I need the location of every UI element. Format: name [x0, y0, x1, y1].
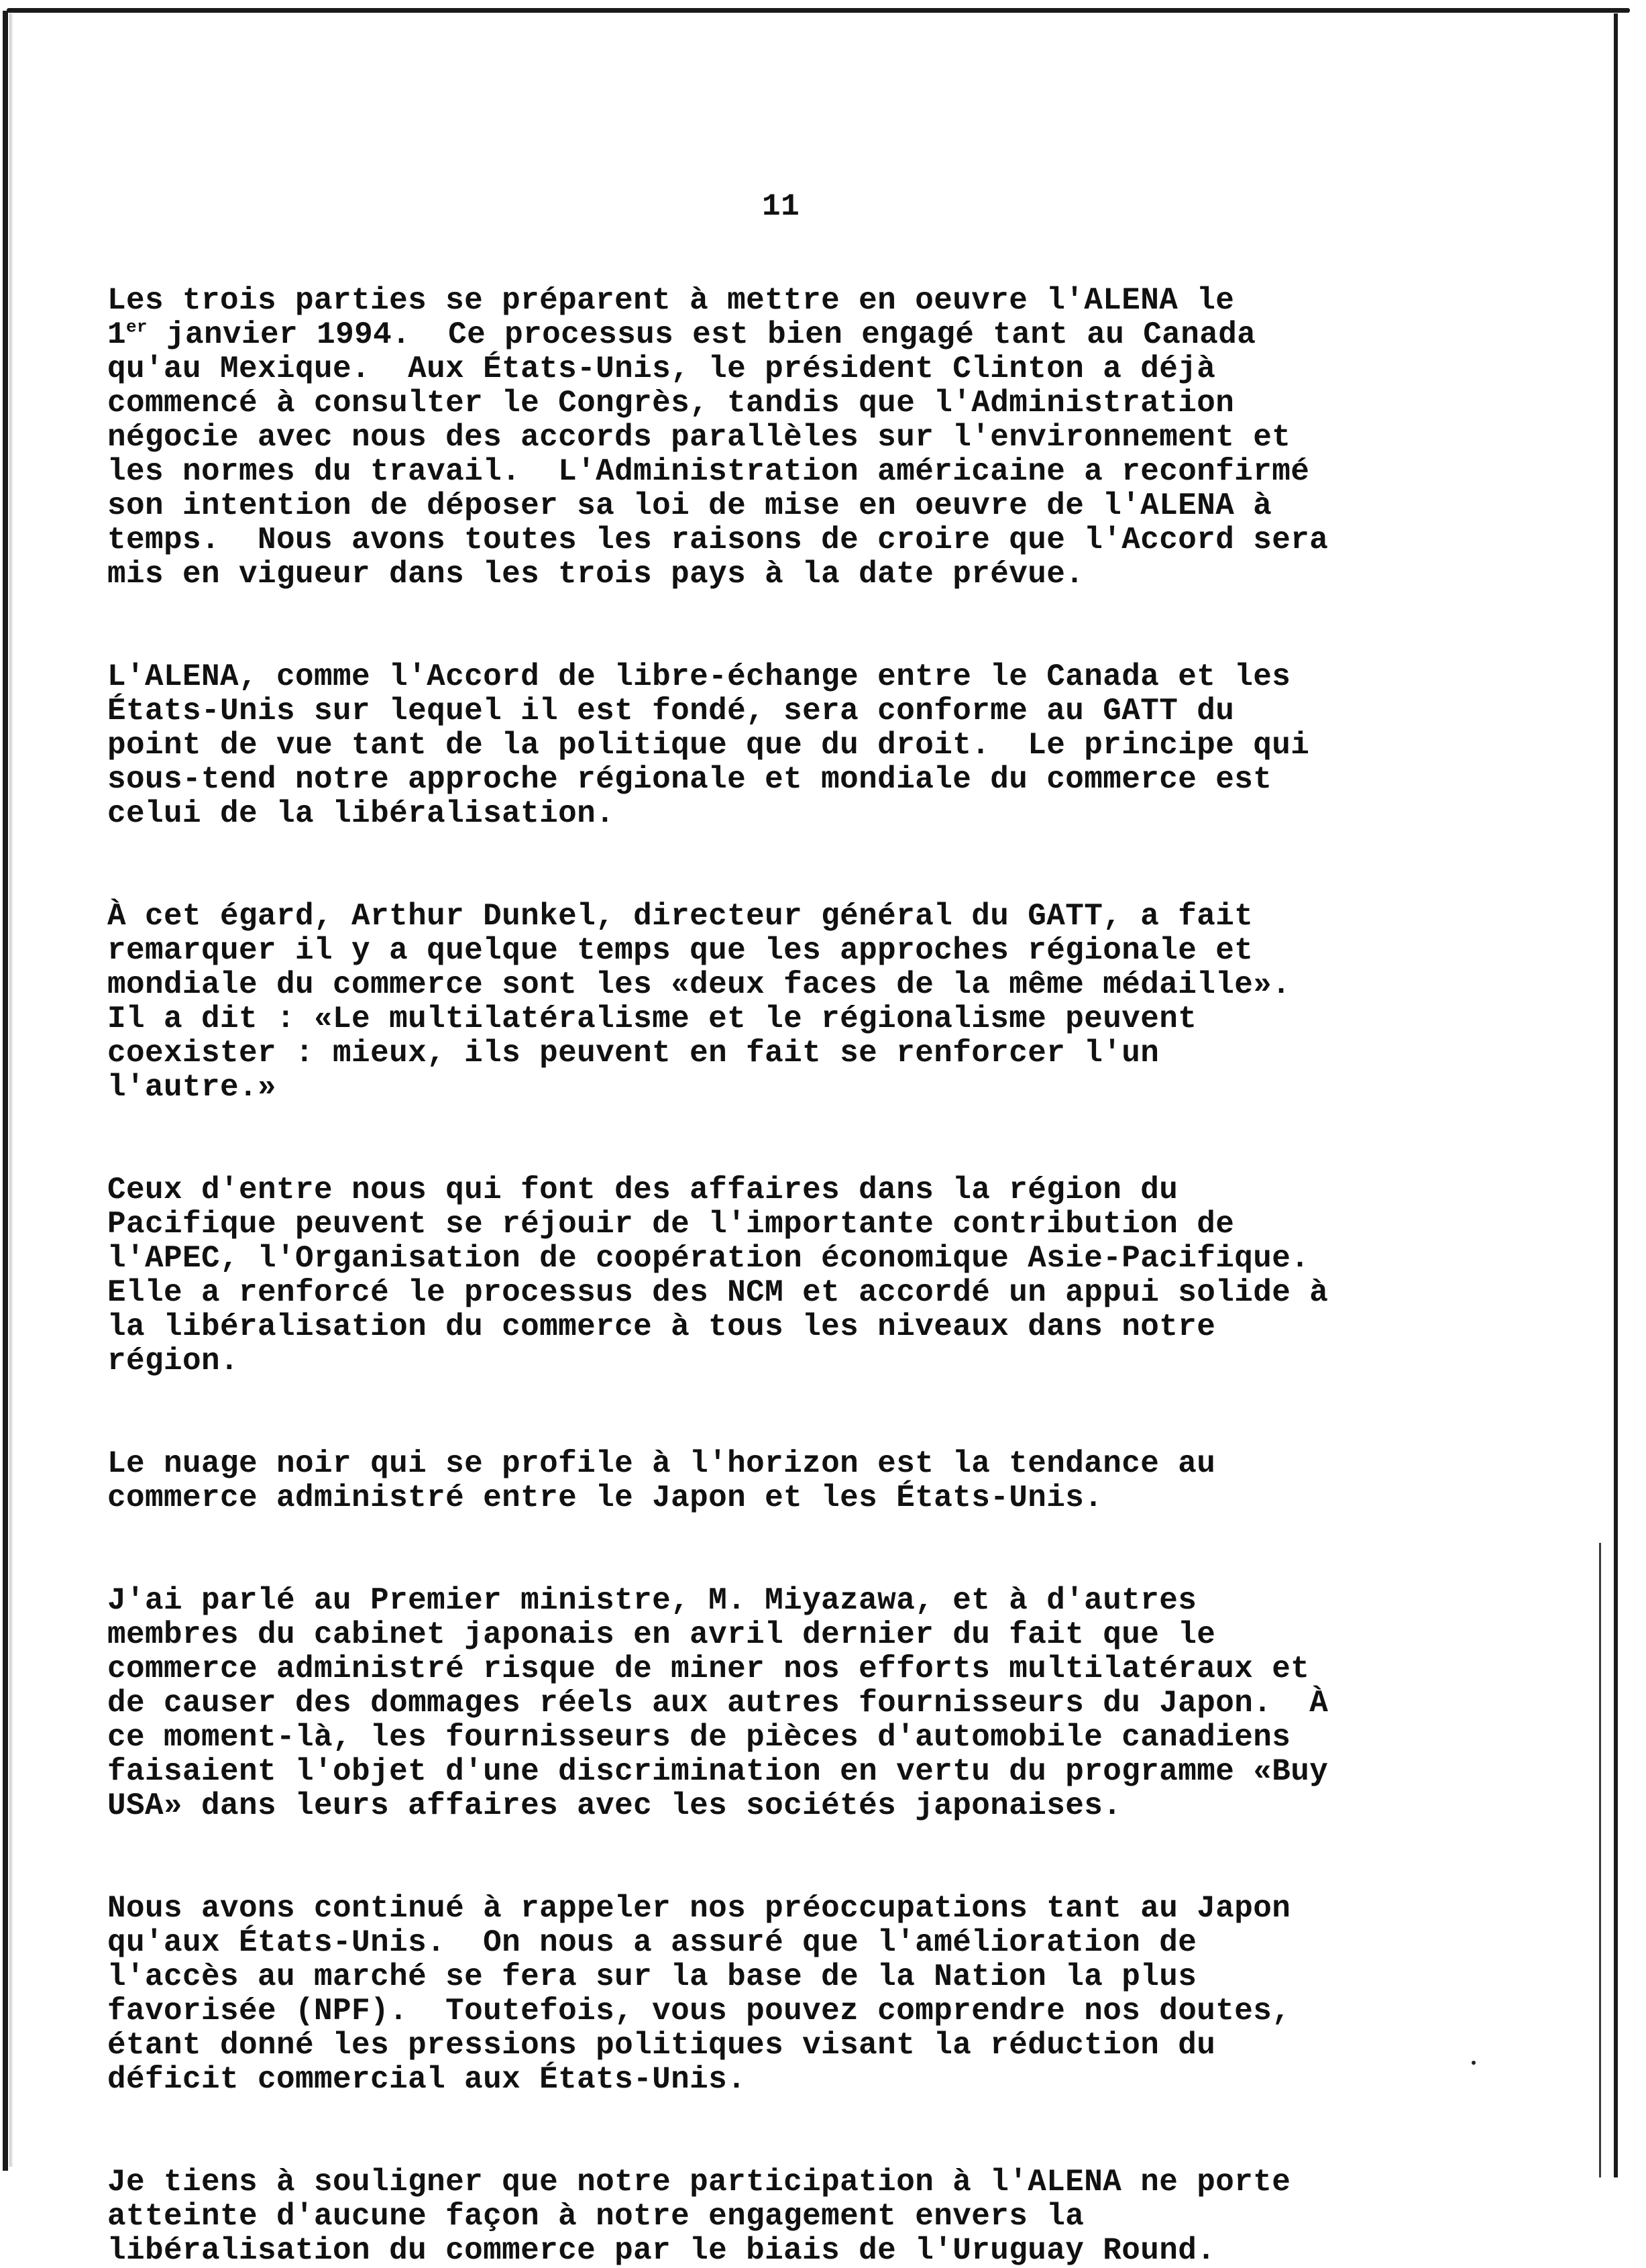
text-line: l'accès au marché se fera sur la base de la Nation la plus [107, 1959, 1197, 1994]
text-line: les normes du travail. L'Administration américaine a reconfirmé [107, 454, 1310, 489]
paragraph-miyazawa [107, 1550, 1583, 1823]
text-line: temps. Nous avons toutes les raisons de croire que l'Accord sera [107, 523, 1329, 557]
text-line: Le nuage noir qui se profile à l'horizon est la tendance au [107, 1446, 1216, 1481]
text-line: la libéralisation du commerce à tous les niveaux dans notre [107, 1309, 1216, 1344]
text-line: l'autre.» [107, 1070, 277, 1105]
text-line: États-Unis sur lequel il est fondé, sera conforme au GATT du [107, 694, 1235, 728]
text-line: son intention de déposer sa loi de mise en oeuvre de l'ALENA à [107, 488, 1272, 523]
text-line: sous-tend notre approche régionale et mondiale du commerce est [107, 762, 1272, 797]
paragraph-managed-trade [107, 1413, 1583, 1515]
text-line: J'ai parlé au Premier ministre, M. Miyazawa, et à d'autres [107, 1583, 1197, 1618]
text-line: commencé à consulter le Congrès, tandis que l'Administration [107, 386, 1235, 421]
text-line: déficit commercial aux États-Unis. [107, 2062, 747, 2097]
text-line: 1er janvier 1994. Ce processus est bien engagé tant au Canada [107, 317, 1256, 352]
text-line: libéralisation du commerce par le biais de l'Uruguay Round. [107, 2233, 1216, 2268]
text-line: commerce administré entre le Japon et les États-Unis. [107, 1480, 1103, 1515]
page-number: 11 [762, 189, 800, 224]
text-line: À cet égard, Arthur Dunkel, directeur général du GATT, a fait [107, 899, 1254, 934]
text-line: Pacifique peuvent se réjouir de l'importante contribution de [107, 1207, 1235, 1242]
text-line: commerce administré risque de miner nos efforts multilatéraux et [107, 1652, 1310, 1686]
text-line: Nous avons continué à rappeler nos préoccupations tant au Japon [107, 1891, 1291, 1926]
text-line: celui de la libéralisation. [107, 796, 615, 831]
text-line: ce moment-là, les fournisseurs de pièces d'automobile canadiens [107, 1720, 1291, 1755]
text-line: point de vue tant de la politique que du droit. Le principe qui [107, 728, 1310, 763]
text-line: L'ALENA, comme l'Accord de libre-échange entre le Canada et les [107, 659, 1291, 694]
text-line: mis en vigueur dans les trois pays à la date prévue. [107, 557, 1085, 592]
text-line: qu'au Mexique. Aux États-Unis, le président Clinton a déjà [107, 352, 1216, 386]
text-line: Ceux d'entre nous qui font des affaires dans la région du [107, 1173, 1178, 1207]
text-line: coexister : mieux, ils peuvent en fait se renforcer l'un [107, 1036, 1160, 1071]
text-line: faisaient l'objet d'une discrimination en vertu du programme «Buy [107, 1754, 1329, 1789]
text-line: Il a dit : «Le multilatéralisme et le régionalisme peuvent [107, 1002, 1197, 1036]
text-line: favorisée (NPF). Toutefois, vous pouvez comprendre nos doutes, [107, 1994, 1291, 2029]
text-line: atteinte d'aucune façon à notre engagement envers la [107, 2199, 1085, 2234]
scan-border-left-shadow [9, 13, 13, 2167]
scan-border-left [3, 11, 8, 2171]
text-line: de causer des dommages réels aux autres fournisseurs du Japon. À [107, 1686, 1329, 1721]
scan-border-top [7, 8, 1630, 13]
text-line: Les trois parties se préparent à mettre en oeuvre l'ALENA le [107, 283, 1235, 318]
text-line: négocie avec nous des accords parallèles sur l'environnement et [107, 420, 1291, 455]
paragraph-alena-implementation [107, 250, 1583, 592]
paragraph-gatt-conformity [107, 626, 1583, 831]
document-body [107, 250, 1583, 2268]
text-line: l'APEC, l'Organisation de coopération économique Asie-Pacifique. [107, 1241, 1310, 1276]
paragraph-dunkel-quote [107, 865, 1583, 1105]
text-line: Elle a renforcé le processus des NCM et accordé un appui solide à [107, 1275, 1329, 1310]
text-line: remarquer il y a quelque temps que les approches régionale et [107, 933, 1254, 968]
text-line: qu'aux États-Unis. On nous a assuré que l'amélioration de [107, 1925, 1197, 1960]
text-line: membres du cabinet japonais en avril dernier du fait que le [107, 1617, 1216, 1652]
paragraph-apec [107, 1139, 1583, 1379]
text-line: étant donné les pressions politiques visant la réduction du [107, 2028, 1216, 2063]
paragraph-concerns [107, 1857, 1583, 2097]
text-line: région. [107, 1344, 239, 1379]
scan-border-right-inner [1599, 1543, 1601, 2177]
paragraph-uruguay-round [107, 2131, 1583, 2268]
text-line: Je tiens à souligner que notre participation à l'ALENA ne porte [107, 2165, 1291, 2200]
text-line: USA» dans leurs affaires avec les sociétés japonaises. [107, 1788, 1122, 1823]
ordinal-suffix: er [126, 317, 148, 337]
text-line: mondiale du commerce sont les «deux faces de la même médaille». [107, 967, 1291, 1002]
scan-border-right [1614, 13, 1618, 2177]
